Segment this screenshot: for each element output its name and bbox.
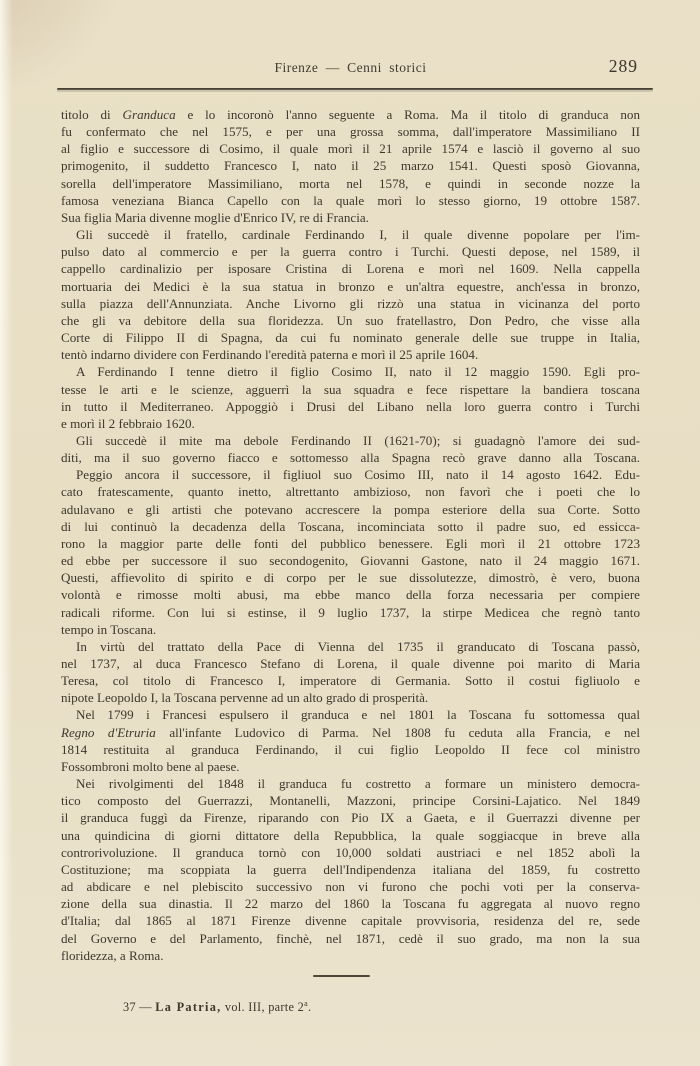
text-line: Questi, affievolito di spirito e di corpo per le sue dissolutezze, dimostrò, è vero, buona (61, 570, 640, 586)
text-line: ad abdicare e nel plebiscito successivo non vi furono che pochi voti per la conserva- (61, 879, 640, 895)
text-line: famosa veneziana Bianca Capello con la quale morì lo stesso giorno, 19 ottobre 1587. (61, 192, 640, 208)
text-line: Fossombroni molto bene al paese. (61, 758, 240, 774)
text-line: nel 1737, al duca Francesco Stefano di Lorena, il quale divenne poi marito di Maria (61, 656, 640, 671)
text-line: Regno d'Etruria all'infante Ludovico di Parma. Nel 1808 fu ceduta alla Francia, e nel (61, 724, 640, 740)
footer-volume-info: vol. III, parte 2 (221, 1000, 305, 1014)
text-line: Sua figlia Maria divenne moglie d'Enrico IV, re di Francia. (61, 209, 369, 225)
page-body-text (61, 106, 640, 964)
text-line: controrivoluzione. Il granduca tornò con 10,000 soldati austriaci e nel 1852 abolì la (61, 844, 640, 860)
footer-work-title: La Patria, (155, 1000, 222, 1014)
text-line: pulso dato al commercio e per la guerra contro i Turchi. Questi depose, nel 1589, il (61, 244, 640, 260)
text-line: In virtù del trattato della Pace di Vienna del 1735 il granducato di Toscana passò, (76, 638, 640, 654)
text-line: una quindicina di giorni dittatore della Repubblica, la quale soggiacque in breve alla (61, 827, 640, 843)
footer-signature: 37 — (123, 1000, 156, 1014)
text-line: tesse le arti e le scienze, agguerrì la sua squadra e fece rispettare la bandiera toscana (61, 381, 640, 397)
page-number: 289 (608, 56, 638, 76)
text-line: in tutto il Mediterraneo. Appoggiò i Drusi del Libano nella loro guerra contro i Turchi (61, 398, 640, 414)
text-line: mortuaria dei Medici è la sua statua in bronzo e un'altra equestre, anch'essa in bronzo, (61, 278, 640, 294)
text-line: Gli succedè il mite ma debole Ferdinando II (1621-70); si guadagnò l'amore dei sud- (76, 432, 640, 448)
text-line: ed ebbe per successore il suo secondogenito, Giovanni Gastone, nato il 24 maggio 1671. (61, 553, 640, 569)
text-line: Nei rivolgimenti del 1848 il granduca fu costretto a formare un ministero democra- (76, 776, 640, 792)
text-line: radicali riforme. Con lui si estinse, il 9 luglio 1737, la stirpe Medicea che regnò tanto (61, 604, 640, 620)
text-line: cappello cardinalizio per isposare Cristina di Lorena e morì nel 1609. Nella cappella (61, 261, 640, 277)
italic-phrase: Granduca (122, 107, 176, 122)
text-line: Peggio ancora il successore, il figliuol suo Cosimo III, nato il 14 agosto 1642. Edu- (76, 467, 640, 483)
text-line: cato fratescamente, quanto inetto, altrettanto ambizioso, non favorì che i poeti che lo (61, 484, 640, 500)
text-line: A Ferdinando I tenne dietro il figlio Cosimo II, nato il 12 maggio 1590. Egli pro- (76, 364, 640, 380)
text-line: fu confermato che nel 1575, e per una grossa somma, dall'imperatore Massimiliano II (61, 124, 640, 140)
text-line: sorella dell'imperatore Massimiliano, morta nel 1578, e quindi in seconde nozze la (61, 175, 640, 191)
text-line: tempo in Toscana. (61, 621, 157, 637)
text-line: tentò indarno dividere con Ferdinando l'eredità paterna e morì il 25 aprile 1604. (61, 347, 479, 363)
text-line: tico composto del Guerrazzi, Montanelli, Mazzoni, principe Corsini-Lajatico. Nel 1849 (61, 793, 640, 809)
text-line: che gli va debitore della sua floridezza. Un suo fratellastro, Don Pedro, che visse alla (61, 312, 640, 328)
footer-divider (313, 975, 370, 977)
text-line: adulavano e gli artisti che potevano accrescere la pompa esteriore della sua Corte. Sotto (61, 501, 640, 517)
text-line: Gli succedè il fratello, cardinale Ferdinando I, il quale divenne popolare per l'im- (76, 227, 640, 243)
text-line: rono la maggior parte delle fonti del pubblico benessere. Egli morì il 21 ottobre 1723 (61, 535, 640, 551)
text-line: Teresa, col titolo di Francesco I, imperatore di Germania. Sotto il costui figliuolo e (61, 673, 640, 689)
text-line: floridezza, a Roma. (61, 947, 164, 963)
text-line: titolo di Granduca e lo incoronò l'anno seguente a Roma. Ma il titolo di granduca non (61, 107, 640, 122)
italic-phrase: Regno d'Etruria (61, 724, 156, 740)
text-line: e morì il 2 febbraio 1620. (61, 415, 195, 431)
text-line: diti, ma il suo governo fiacco e sottomesso alla Spagna recò grave danno alla Toscana. (61, 450, 640, 466)
page-footer (123, 1000, 311, 1015)
text-line: d'Italia; dal 1865 al 1871 Firenze divenne capitale provvisoria, residenza del re, sede (61, 913, 640, 929)
footer-superscript: a (304, 998, 308, 1008)
text-line: zione della sua dinastia. Il 22 marzo del 1860 la Toscana fu aggregata al nuovo regno (61, 896, 640, 912)
text-line: nipote Leopoldo I, la Toscana pervenne ad un alto grado di prosperità. (61, 690, 429, 706)
header-rule (57, 88, 653, 90)
text-line: di lui continuò la decadenza della Toscana, incominciata sotto il padre suo, ed essicca- (61, 518, 640, 534)
footer-period: . (307, 1000, 312, 1014)
text-line: primogenito, il suddetto Francesco I, nato il 25 marzo 1541. Questi sposò Giovanna, (61, 158, 640, 174)
text-line: Nel 1799 i Francesi espulsero il granduca e nel 1801 la Toscana fu sottomessa qual (76, 707, 640, 723)
running-title: Firenze — Cenni storici (274, 60, 427, 75)
text-line: del Governo e del Parlamento, finchè, nel 1871, cedè il suo grado, ma non la sua (61, 930, 640, 946)
text-line: Costituzione; ma scoppiata la guerra dell'Indipendenza italiana del 1859, fu costretto (61, 861, 640, 877)
text-line: il granduca fuggì da Firenze, riparando con Pio IX a Gaeta, e il Guerrazzi divenne per (61, 810, 640, 826)
text-line: 1814 restituita al granduca Ferdinando, il cui figlio Leopoldo II fece col ministro (61, 741, 640, 757)
text-line: Corte di Filippo II di Spagna, da cui fu nominato generale delle sue truppe in Italia, (61, 330, 640, 346)
text-line: al figlio e successore di Cosimo, il quale morì il 21 aprile 1574 e lasciò il governo al suo (61, 141, 640, 157)
text-line: volontà e rimosse molti abusi, ma ebbe manco della forza necessaria per compiere (61, 587, 640, 603)
text-line: sulla piazza dell'Annunziata. Anche Livorno gli rizzò una statua in vicinanza del porto (61, 295, 640, 311)
